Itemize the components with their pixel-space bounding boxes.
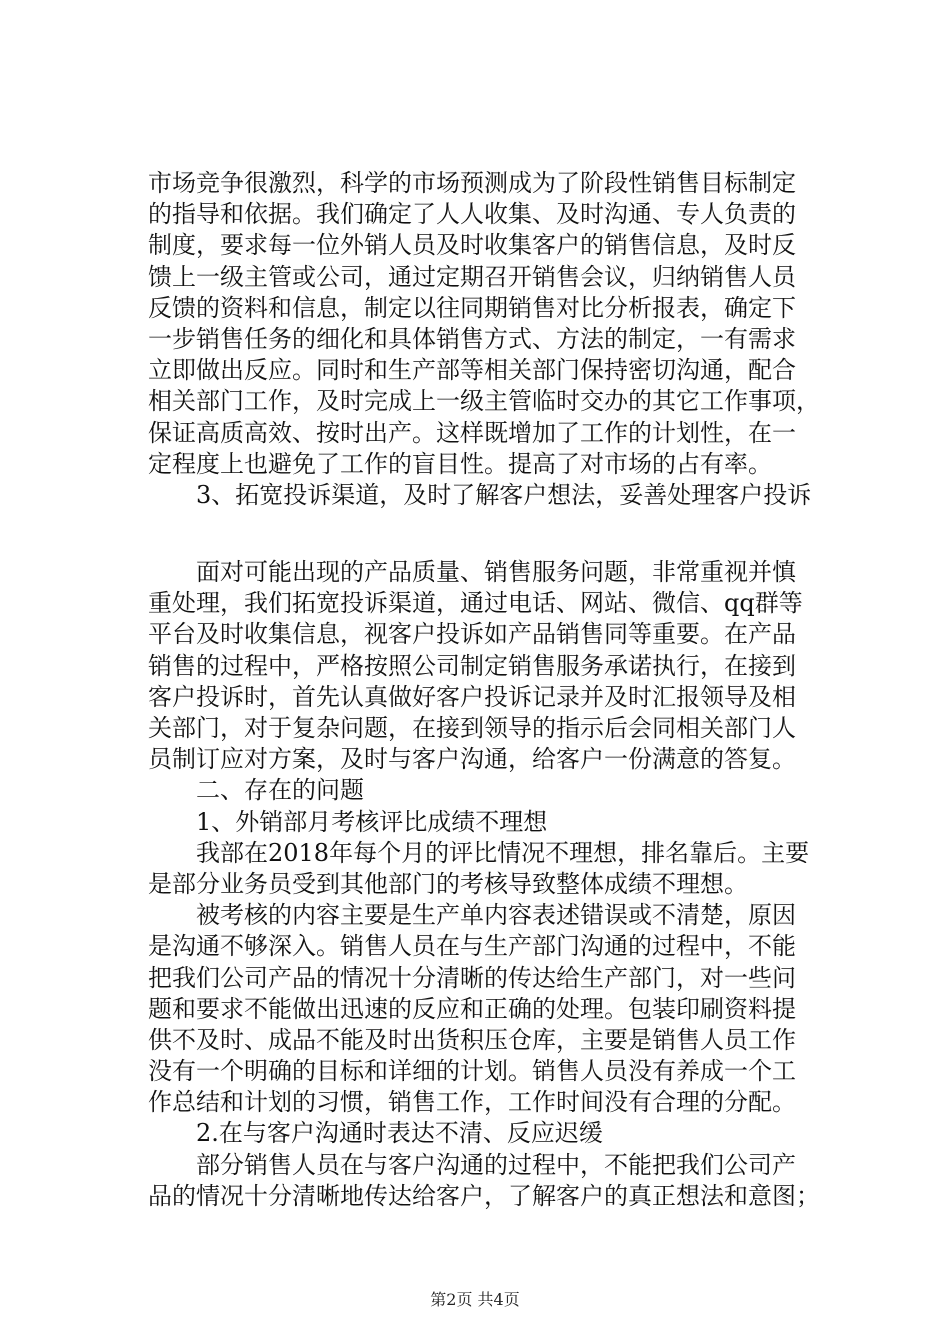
text-line: 市场竞争很激烈，科学的市场预测成为了阶段性销售目标制定 <box>148 169 796 197</box>
text-line: 保证高质高效、按时出产。这样既增加了工作的计划性，在一 <box>148 418 796 447</box>
text-line: 面对可能出现的产品质量、销售服务问题，非常重视并慎 <box>148 558 796 587</box>
document-body <box>148 168 838 1212</box>
paragraph-gap <box>148 511 838 557</box>
text-line: 相关部门工作，及时完成上一级主管临时交办的其它工作事项， <box>148 387 820 416</box>
text-line: 是沟通不够深入。销售人员在与生产部门沟通的过程中，不能 <box>148 932 796 961</box>
text-line: 制度，要求每一位外销人员及时收集客户的销售信息，及时反 <box>148 231 796 260</box>
page-footer: 第2页 共4页 <box>430 1290 520 1309</box>
text-line: 被考核的内容主要是生产单内容表述错误或不清楚，原因 <box>148 901 796 930</box>
text-line: 的指导和依据。我们确定了人人收集、及时沟通、专人负责的 <box>148 200 796 229</box>
text-line: 3、拓宽投诉渠道，及时了解客户想法，妥善处理客户投诉 <box>148 480 812 509</box>
text-line: 关部门，对于复杂问题，在接到领导的指示后会同相关部门人 <box>148 714 796 742</box>
paragraph-block-2 <box>148 557 838 1212</box>
text-line: 是部分业务员受到其他部门的考核导致整体成绩不理想。 <box>148 869 748 898</box>
text-line: 员制订应对方案，及时与客户沟通，给客户一份满意的答复。 <box>148 745 796 774</box>
text-line: 没有一个明确的目标和详细的计划。销售人员没有养成一个工 <box>148 1057 796 1086</box>
text-line: 把我们公司产品的情况十分清晰的传达给生产部门，对一些问 <box>148 963 796 992</box>
text-line: 反馈的资料和信息，制定以往同期销售对比分析报表，确定下 <box>148 293 796 322</box>
text-line: 一步销售任务的细化和具体销售方式、方法的制定，一有需求 <box>148 324 796 353</box>
text-line: 1、外销部月考核评比成绩不理想 <box>148 807 548 836</box>
text-line: 客户投诉时，首先认真做好客户投诉记录并及时汇报领导及相 <box>148 682 796 711</box>
text-line: 销售的过程中，严格按照公司制定销售服务承诺执行，在接到 <box>148 651 796 680</box>
text-line: 二、存在的问题 <box>148 776 364 805</box>
text-line: 我部在2018年每个月的评比情况不理想，排名靠后。主要 <box>148 838 810 867</box>
text-line: 立即做出反应。同时和生产部等相关部门保持密切沟通，配合 <box>148 356 796 385</box>
text-line: 品的情况十分清晰地传达给客户，了解客户的真正想法和意图； <box>148 1181 820 1210</box>
text-line: 供不及时、成品不能及时出货积压仓库，主要是销售人员工作 <box>148 1025 796 1054</box>
text-line: 2.在与客户沟通时表达不清、反应迟缓 <box>148 1119 603 1148</box>
text-line: 平台及时收集信息，视客户投诉如产品销售同等重要。在产品 <box>148 620 796 649</box>
text-line: 定程度上也避免了工作的盲目性。提高了对市场的占有率。 <box>148 449 772 478</box>
text-line: 作总结和计划的习惯，销售工作，工作时间没有合理的分配。 <box>148 1088 796 1117</box>
text-line: 馈上一级主管或公司，通过定期召开销售会议，归纳销售人员 <box>148 262 796 291</box>
text-line: 重处理，我们拓宽投诉渠道，通过电话、网站、微信、qq群等 <box>148 589 803 618</box>
text-line: 题和要求不能做出迅速的反应和正确的处理。包装印刷资料提 <box>148 994 796 1023</box>
text-line: 部分销售人员在与客户沟通的过程中，不能把我们公司产 <box>148 1150 796 1179</box>
paragraph-block-1 <box>148 168 838 511</box>
